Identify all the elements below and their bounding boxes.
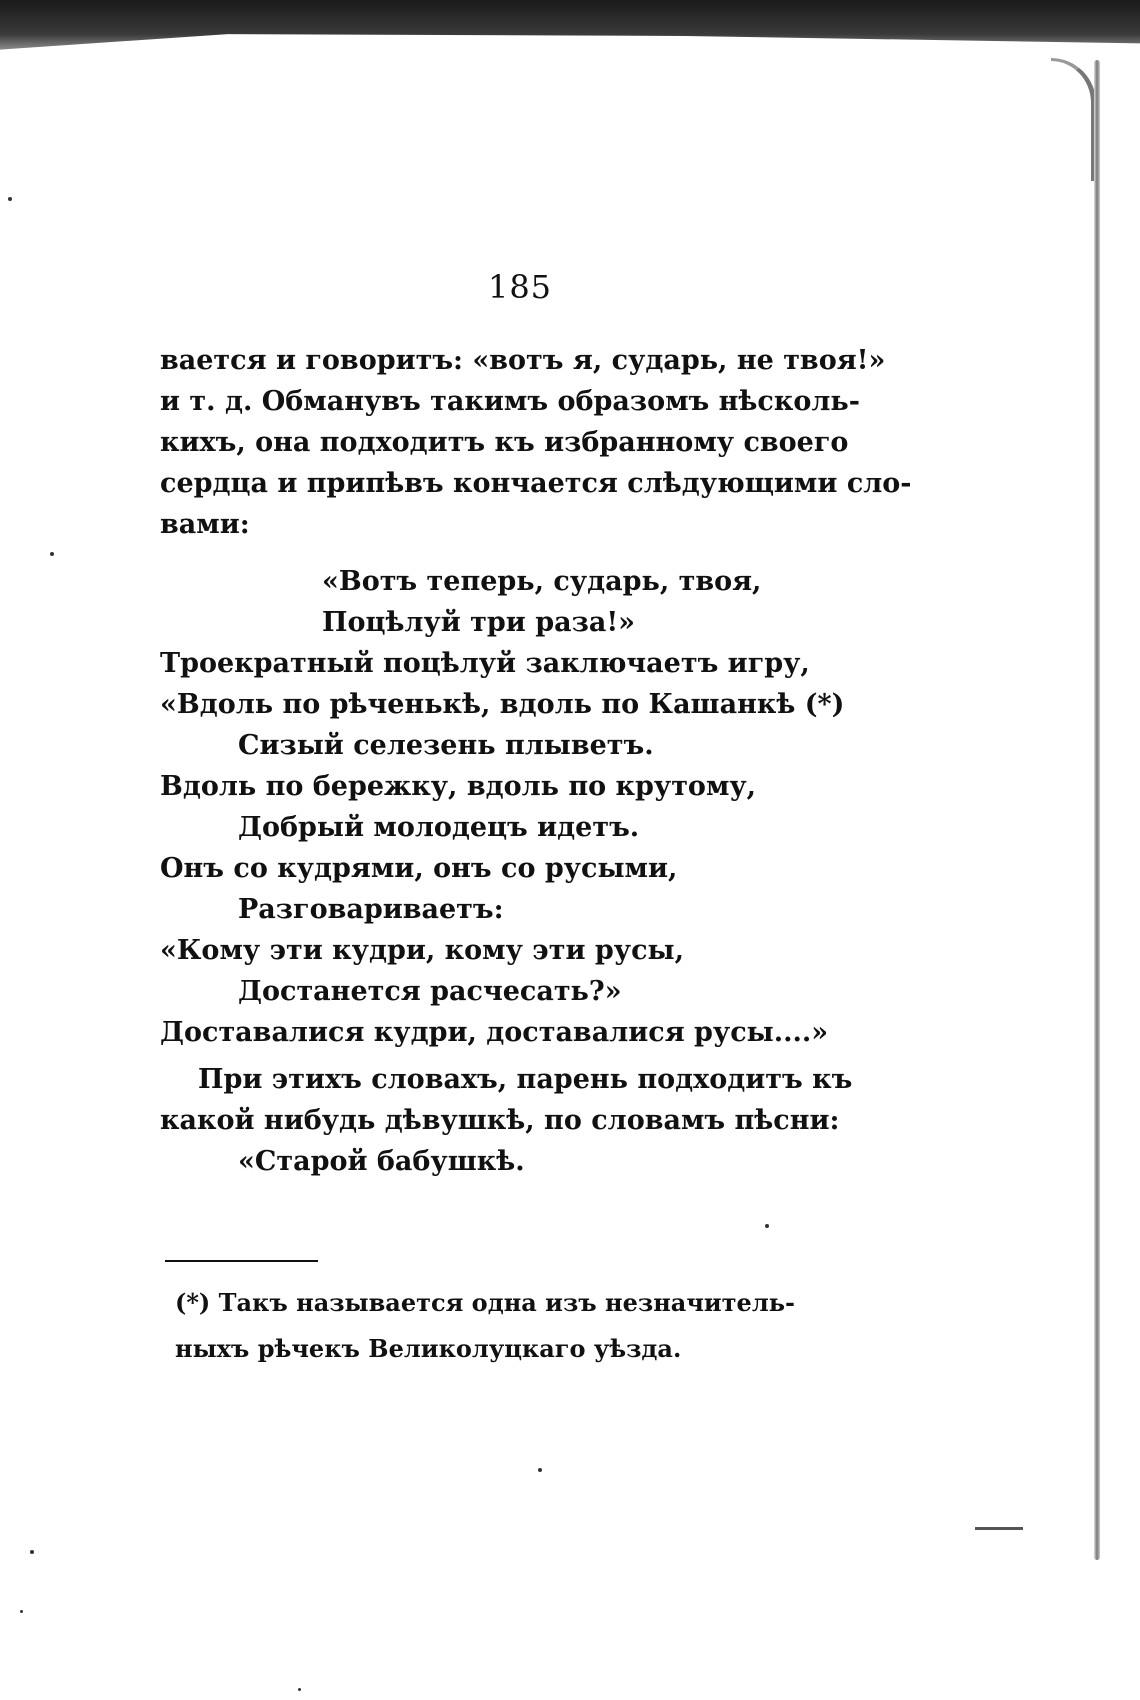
text-line: «Старой бабушкѣ. xyxy=(238,1146,525,1177)
verse-line: Сизый селезень плыветъ. xyxy=(238,730,654,761)
scan-speck xyxy=(50,552,54,556)
text-line: какой нибудь дѣвушкѣ, по словамъ пѣсни: xyxy=(160,1105,840,1136)
scan-speck xyxy=(8,197,12,201)
scan-speck xyxy=(538,1468,542,1472)
scan-top-shadow xyxy=(0,0,1140,62)
verse-line: Разговариваетъ: xyxy=(238,894,504,925)
text-line: сердца и припѣвъ кончается слѣдующими сло- xyxy=(160,468,912,499)
footnote-divider xyxy=(165,1260,318,1262)
verse-line: Поцѣлуй три раза!» xyxy=(322,607,636,638)
verse-line: «Вотъ теперь, сударь, твоя, xyxy=(322,566,762,597)
verse-line: Троекратный поцѣлуй заключаетъ игру, xyxy=(160,648,810,679)
verse-line: «Вдоль по рѣченькѣ, вдоль по Кашанкѣ (*) xyxy=(160,689,845,720)
scan-speck xyxy=(765,1224,769,1228)
page-number: 185 xyxy=(487,268,553,306)
verse-line: Доставалися кудри, доставалися русы....» xyxy=(160,1017,829,1048)
verse-line: Онъ со кудрями, онъ со русыми, xyxy=(160,853,678,884)
verse-line: Вдоль по бережку, вдоль по крутому, xyxy=(160,771,757,802)
text-line: При этихъ словахъ, парень подходитъ къ xyxy=(198,1064,853,1095)
text-line: вами: xyxy=(160,509,250,540)
scan-speck xyxy=(30,1550,34,1554)
footnote xyxy=(175,1280,815,1372)
text-line: вается и говоритъ: «вотъ я, сударь, не твоя!» xyxy=(160,345,886,376)
scan-mark xyxy=(975,1527,1023,1530)
text-line: кихъ, она подходитъ къ избранному своего xyxy=(160,427,849,458)
footnote-line: ныхъ рѣчекъ Великолуцкаго уѣзда. xyxy=(175,1334,682,1363)
scan-speck xyxy=(298,1688,301,1691)
text-line: и т. д. Обманувъ такимъ образомъ нѣсколь- xyxy=(160,386,860,417)
verse-line: Добрый молодецъ идетъ. xyxy=(238,812,640,843)
scan-page-edge-curve xyxy=(1051,58,1096,181)
scan-page-edge xyxy=(1094,60,1100,1560)
scan-speck xyxy=(20,1610,23,1613)
footnote-line: (*) Такъ называется одна изъ незначитель- xyxy=(175,1288,795,1317)
verse-line: Достанется расчесать?» xyxy=(238,976,622,1007)
prose-paragraph-1 xyxy=(160,340,912,1182)
verse-line: «Кому эти кудри, кому эти русы, xyxy=(160,935,684,966)
